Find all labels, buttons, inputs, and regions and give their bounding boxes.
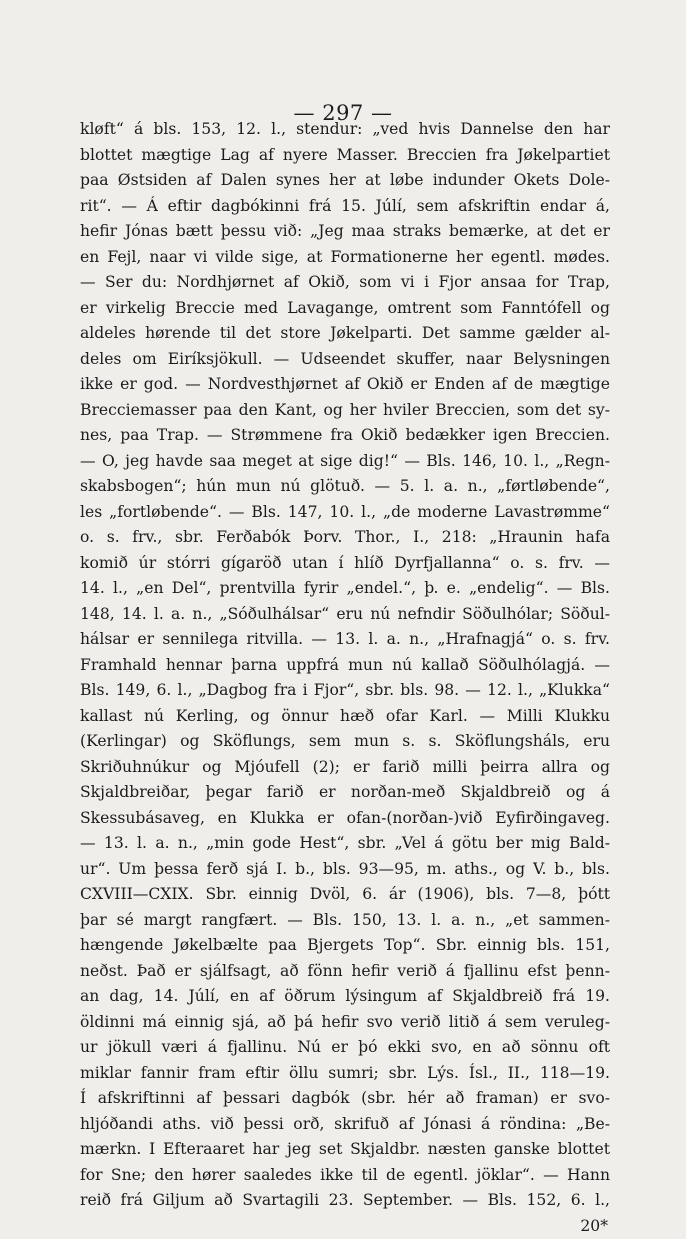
- text-line: ikke er god. — Nordvesthjørnet af Okið er Enden af de mægtige: [80, 372, 610, 398]
- text-line: les „fortløbende“. — Bls. 147, 10. l., „de moderne Lavastrømme“: [80, 500, 610, 526]
- text-line: öldinni má einnig sjá, að þá hefir svo verið litið á sem veruleg-: [80, 1010, 610, 1036]
- page-number: — 297 —: [0, 101, 686, 125]
- text-line: CXVIII—CXIX. Sbr. einnig Dvöl, 6. ár (1906), bls. 7—8, þótt: [80, 882, 610, 908]
- text-line: Skessubásaveg, en Klukka er ofan-(norðan-)við Eyfirðingaveg.: [80, 806, 610, 832]
- text-line: 14. l., „en Del“, prentvilla fyrir „endel.“, þ. e. „endelig“. — Bls.: [80, 576, 610, 602]
- text-line: paa Østsiden af Dalen synes her at løbe indunder Okets Dole-: [80, 168, 610, 194]
- text-line: 148, 14. l. a. n., „Sóðulhálsar“ eru nú nefndir Söðulhólar; Söðul-: [80, 602, 610, 628]
- text-line: aldeles hørende til det store Jøkelparti. Det samme gælder al-: [80, 321, 610, 347]
- text-line: komið úr stórri gígaröð utan í hlíð Dyrfjallanna“ o. s. frv. —: [80, 551, 610, 577]
- text-line: for Sne; den hører saaledes ikke til de egentl. jöklar“. — Hann: [80, 1163, 610, 1189]
- text-line: miklar fannir fram eftir öllu sumri; sbr. Lýs. Ísl., II., 118—19.: [80, 1061, 610, 1087]
- body-text: [80, 117, 610, 1239]
- text-line: Framhald hennar þarna uppfrá mun nú kallað Söðulhólagjá. —: [80, 653, 610, 679]
- text-line: neðst. Það er sjálfsagt, að fönn hefir verið á fjallinu efst þenn-: [80, 959, 610, 985]
- text-line: an dag, 14. Júlí, en af öðrum lýsingum af Skjaldbreið frá 19.: [80, 984, 610, 1010]
- text-line: deles om Eiríksjökull. — Udseendet skuffer, naar Belysningen: [80, 347, 610, 373]
- text-line: rit“. — Á eftir dagbókinni frá 15. Júlí, sem afskriftin endar á,: [80, 194, 610, 220]
- text-line: reið frá Giljum að Svartagili 23. September. — Bls. 152, 6. l.,: [80, 1188, 610, 1214]
- signature-mark: 20*: [80, 1214, 610, 1239]
- text-line: hljóðandi aths. við þessi orð, skrifuð af Jónasi á röndina: „Be-: [80, 1112, 610, 1138]
- text-line: Brecciemasser paa den Kant, og her hviler Breccien, som det sy-: [80, 398, 610, 424]
- text-line: o. s. frv., sbr. Ferðabók Þorv. Thor., I., 218: „Hraunin hafa: [80, 525, 610, 551]
- text-line: en Fejl, naar vi vilde sige, at Formationerne her egentl. mødes.: [80, 245, 610, 271]
- text-line: er virkelig Breccie med Lavagange, omtrent som Fanntófell og: [80, 296, 610, 322]
- text-line: Skriðuhnúkur og Mjóufell (2); er farið milli þeirra allra og: [80, 755, 610, 781]
- text-line: hængende Jøkelbælte paa Bjergets Top“. Sbr. einnig bls. 151,: [80, 933, 610, 959]
- text-line: skabsbogen“; hún mun nú glötuð. — 5. l. a. n., „førtløbende“,: [80, 474, 610, 500]
- text-line: — 13. l. a. n., „min gode Hest“, sbr. „Vel á götu ber mig Bald-: [80, 831, 610, 857]
- text-line: (Kerlingar) og Sköflungs, sem mun s. s. Sköflungsháls, eru: [80, 729, 610, 755]
- text-line: nes, paa Trap. — Strømmene fra Okið bedækker igen Breccien.: [80, 423, 610, 449]
- text-line: Bls. 149, 6. l., „Dagbog fra i Fjor“, sbr. bls. 98. — 12. l., „Klukka“: [80, 678, 610, 704]
- text-line: mærkn. I Efteraaret har jeg set Skjaldbr. næsten ganske blottet: [80, 1137, 610, 1163]
- text-line: hálsar er sennilega ritvilla. — 13. l. a. n., „Hrafnagjá“ o. s. frv.: [80, 627, 610, 653]
- text-line: þar sé margt rangfært. — Bls. 150, 13. l. a. n., „et sammen-: [80, 908, 610, 934]
- text-line: — Ser du: Nordhjørnet af Okið, som vi i Fjor ansaa for Trap,: [80, 270, 610, 296]
- text-line: hefir Jónas bætt þessu við: „Jeg maa straks bemærke, at det er: [80, 219, 610, 245]
- text-line: kløft“ á bls. 153, 12. l., stendur: „ved hvis Dannelse den har: [80, 117, 610, 143]
- text-line: — O, jeg havde saa meget at sige dig!“ — Bls. 146, 10. l., „Regn-: [80, 449, 610, 475]
- text-line: ur“. Um þessa ferð sjá I. b., bls. 93—95, m. aths., og V. b., bls.: [80, 857, 610, 883]
- text-line: kallast nú Kerling, og önnur hæð ofar Karl. — Milli Klukku: [80, 704, 610, 730]
- text-line: blottet mægtige Lag af nyere Masser. Breccien fra Jøkelpartiet: [80, 143, 610, 169]
- text-line: ur jökull væri á fjallinu. Nú er þó ekki svo, en að sönnu oft: [80, 1035, 610, 1061]
- text-line: Skjaldbreiðar, þegar farið er norðan-með Skjaldbreið og á: [80, 780, 610, 806]
- text-line: Í afskriftinni af þessari dagbók (sbr. hér að framan) er svo-: [80, 1086, 610, 1112]
